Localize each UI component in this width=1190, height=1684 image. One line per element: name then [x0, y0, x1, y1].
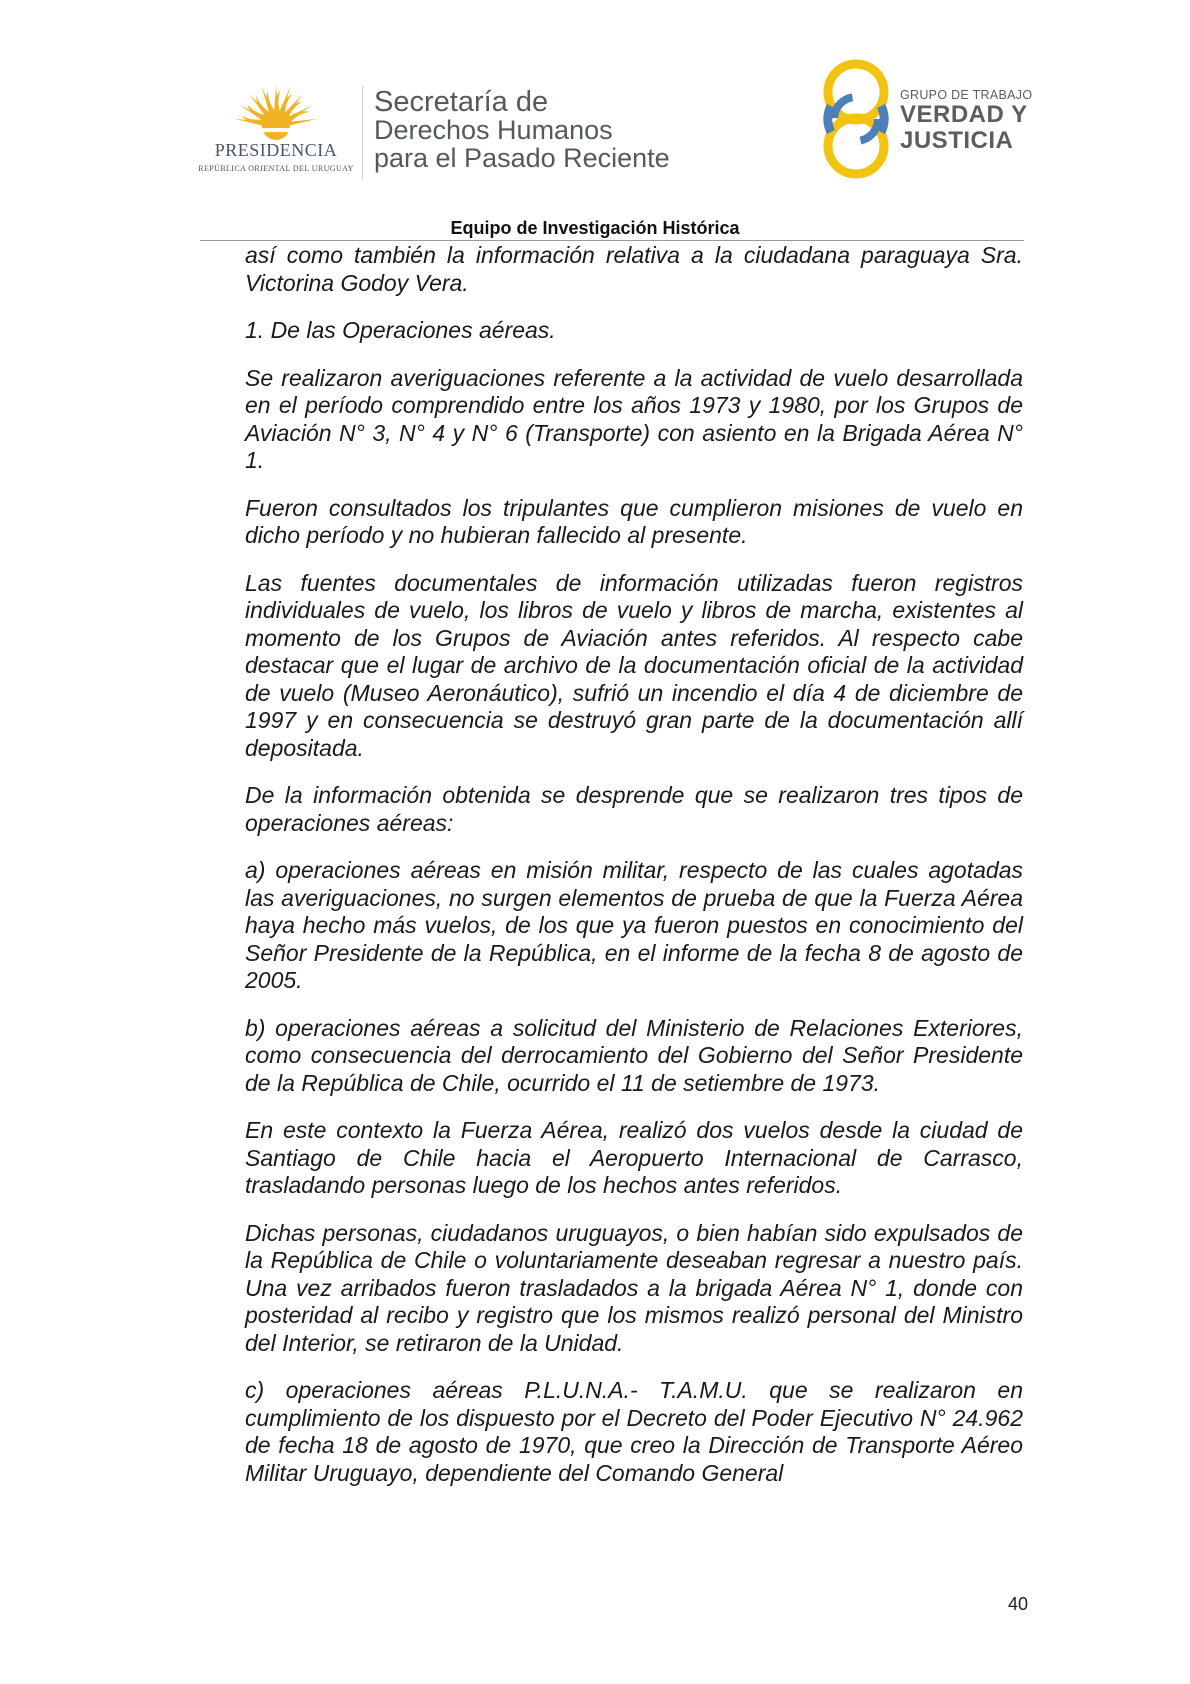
- secretaria-line-3: para el Pasado Reciente: [374, 143, 670, 173]
- grupo-trabajo-text: [900, 88, 1032, 154]
- presidencia-sun-logo: [196, 78, 356, 178]
- page-number: 40: [1007, 1594, 1028, 1614]
- grupo-line-1: GRUPO DE TRABAJO: [900, 88, 1033, 102]
- paragraph: En este contexto la Fuerza Aérea, realizó dos vuelos desde la ciudad de Santiago de Chile hacia el Aeropuerto Internacional de Carrasco, trasladando personas luego de los hechos antes referidos.: [245, 1117, 1023, 1198]
- paragraph: b) operaciones aéreas a solicitud del Ministerio de Relaciones Exteriores, como consecuencia del derrocamiento del Gobierno del Señor Presidente de la República de Chile, ocurrido el 11 de setiembre de 1973.: [245, 1014, 1023, 1096]
- secretaria-line-2: Derechos Humanos: [374, 115, 613, 145]
- paragraph: Se realizaron averiguaciones referente a la actividad de vuelo desarrollada en el período comprendido entre los años 1973 y 1980, por los Grupos de Aviación N° 3, N° 4 y N° 6 (Transporte) con asiento en la Brigada Aérea N° 1.: [245, 364, 1023, 473]
- paragraph: c) operaciones aéreas P.L.U.N.A.- T.A.M.U. que se realizaron en cumplimiento de los dispuesto por el Decreto del Poder Ejecutivo N° 24.962 de fecha 18 de agosto de 1970, que creo la Dirección de Transporte Aéreo Militar Uruguayo, dependiente del Comando General: [245, 1377, 1023, 1486]
- presidencia-name: PRESIDENCIA: [214, 140, 338, 160]
- presidencia-subtitle: REPÚBLICA ORIENTAL DEL URUGUAY: [198, 164, 354, 173]
- section-heading: 1. De las Operaciones aéreas.: [245, 317, 556, 343]
- header-divider: [362, 86, 363, 180]
- paragraph: a) operaciones aéreas en misión militar, respecto de las cuales agotadas las averiguaciones, no surgen elementos de prueba de que la Fuerza Aérea haya hecho más vuelos, de los que ya fueron puestos en conocimiento del Señor Presidente de la República, en el informe de la fecha 8 de agosto de 2005.: [245, 857, 1023, 993]
- document-body: [245, 242, 1023, 1507]
- paragraph: Fueron consultados los tripulantes que cumplieron misiones de vuelo en dicho período y no hubieran fallecido al presente.: [245, 494, 1023, 548]
- verdad-justicia-rings-logo: [816, 56, 896, 182]
- paragraph: Las fuentes documentales de información utilizadas fueron registros individuales de vuelo, los libros de vuelo y libros de marcha, existentes al momento de los Grupos de Aviación antes referidos. Al respecto cabe destacar que el lugar de archivo de la documentación oficial de la actividad de vuelo (Museo Aeronáutico), sufrió un incendio el día 4 de diciembre de 1997 y en consecuencia se destruyó gran parte de la documentación allí depositada.: [245, 569, 1023, 761]
- page-header: [0, 0, 1190, 250]
- equipo-heading: Equipo de Investigación Histórica: [450, 218, 740, 238]
- secretaria-title: [374, 88, 670, 172]
- paragraph: así como también la información relativa a la ciudadana paraguaya Sra. Victorina Godoy Vera.: [245, 242, 1023, 296]
- grupo-line-2: VERDAD Y: [900, 101, 1028, 128]
- header-rule: [200, 240, 1024, 241]
- paragraph: De la información obtenida se desprende que se realizaron tres tipos de operaciones aéreas:: [245, 782, 1023, 836]
- secretaria-line-1: Secretaría de: [374, 86, 549, 118]
- paragraph: Dichas personas, ciudadanos uruguayos, o bien habían sido expulsados de la República de Chile o voluntariamente deseaban regresar a nuestro país. Una vez arribados fueron trasladados a la brigada Aérea N° 1, donde con posteridad al recibo y registro que los mismos realizó personal del Ministro del Interior, se retiraron de la Unidad.: [245, 1219, 1023, 1356]
- grupo-line-3: JUSTICIA: [900, 127, 1014, 154]
